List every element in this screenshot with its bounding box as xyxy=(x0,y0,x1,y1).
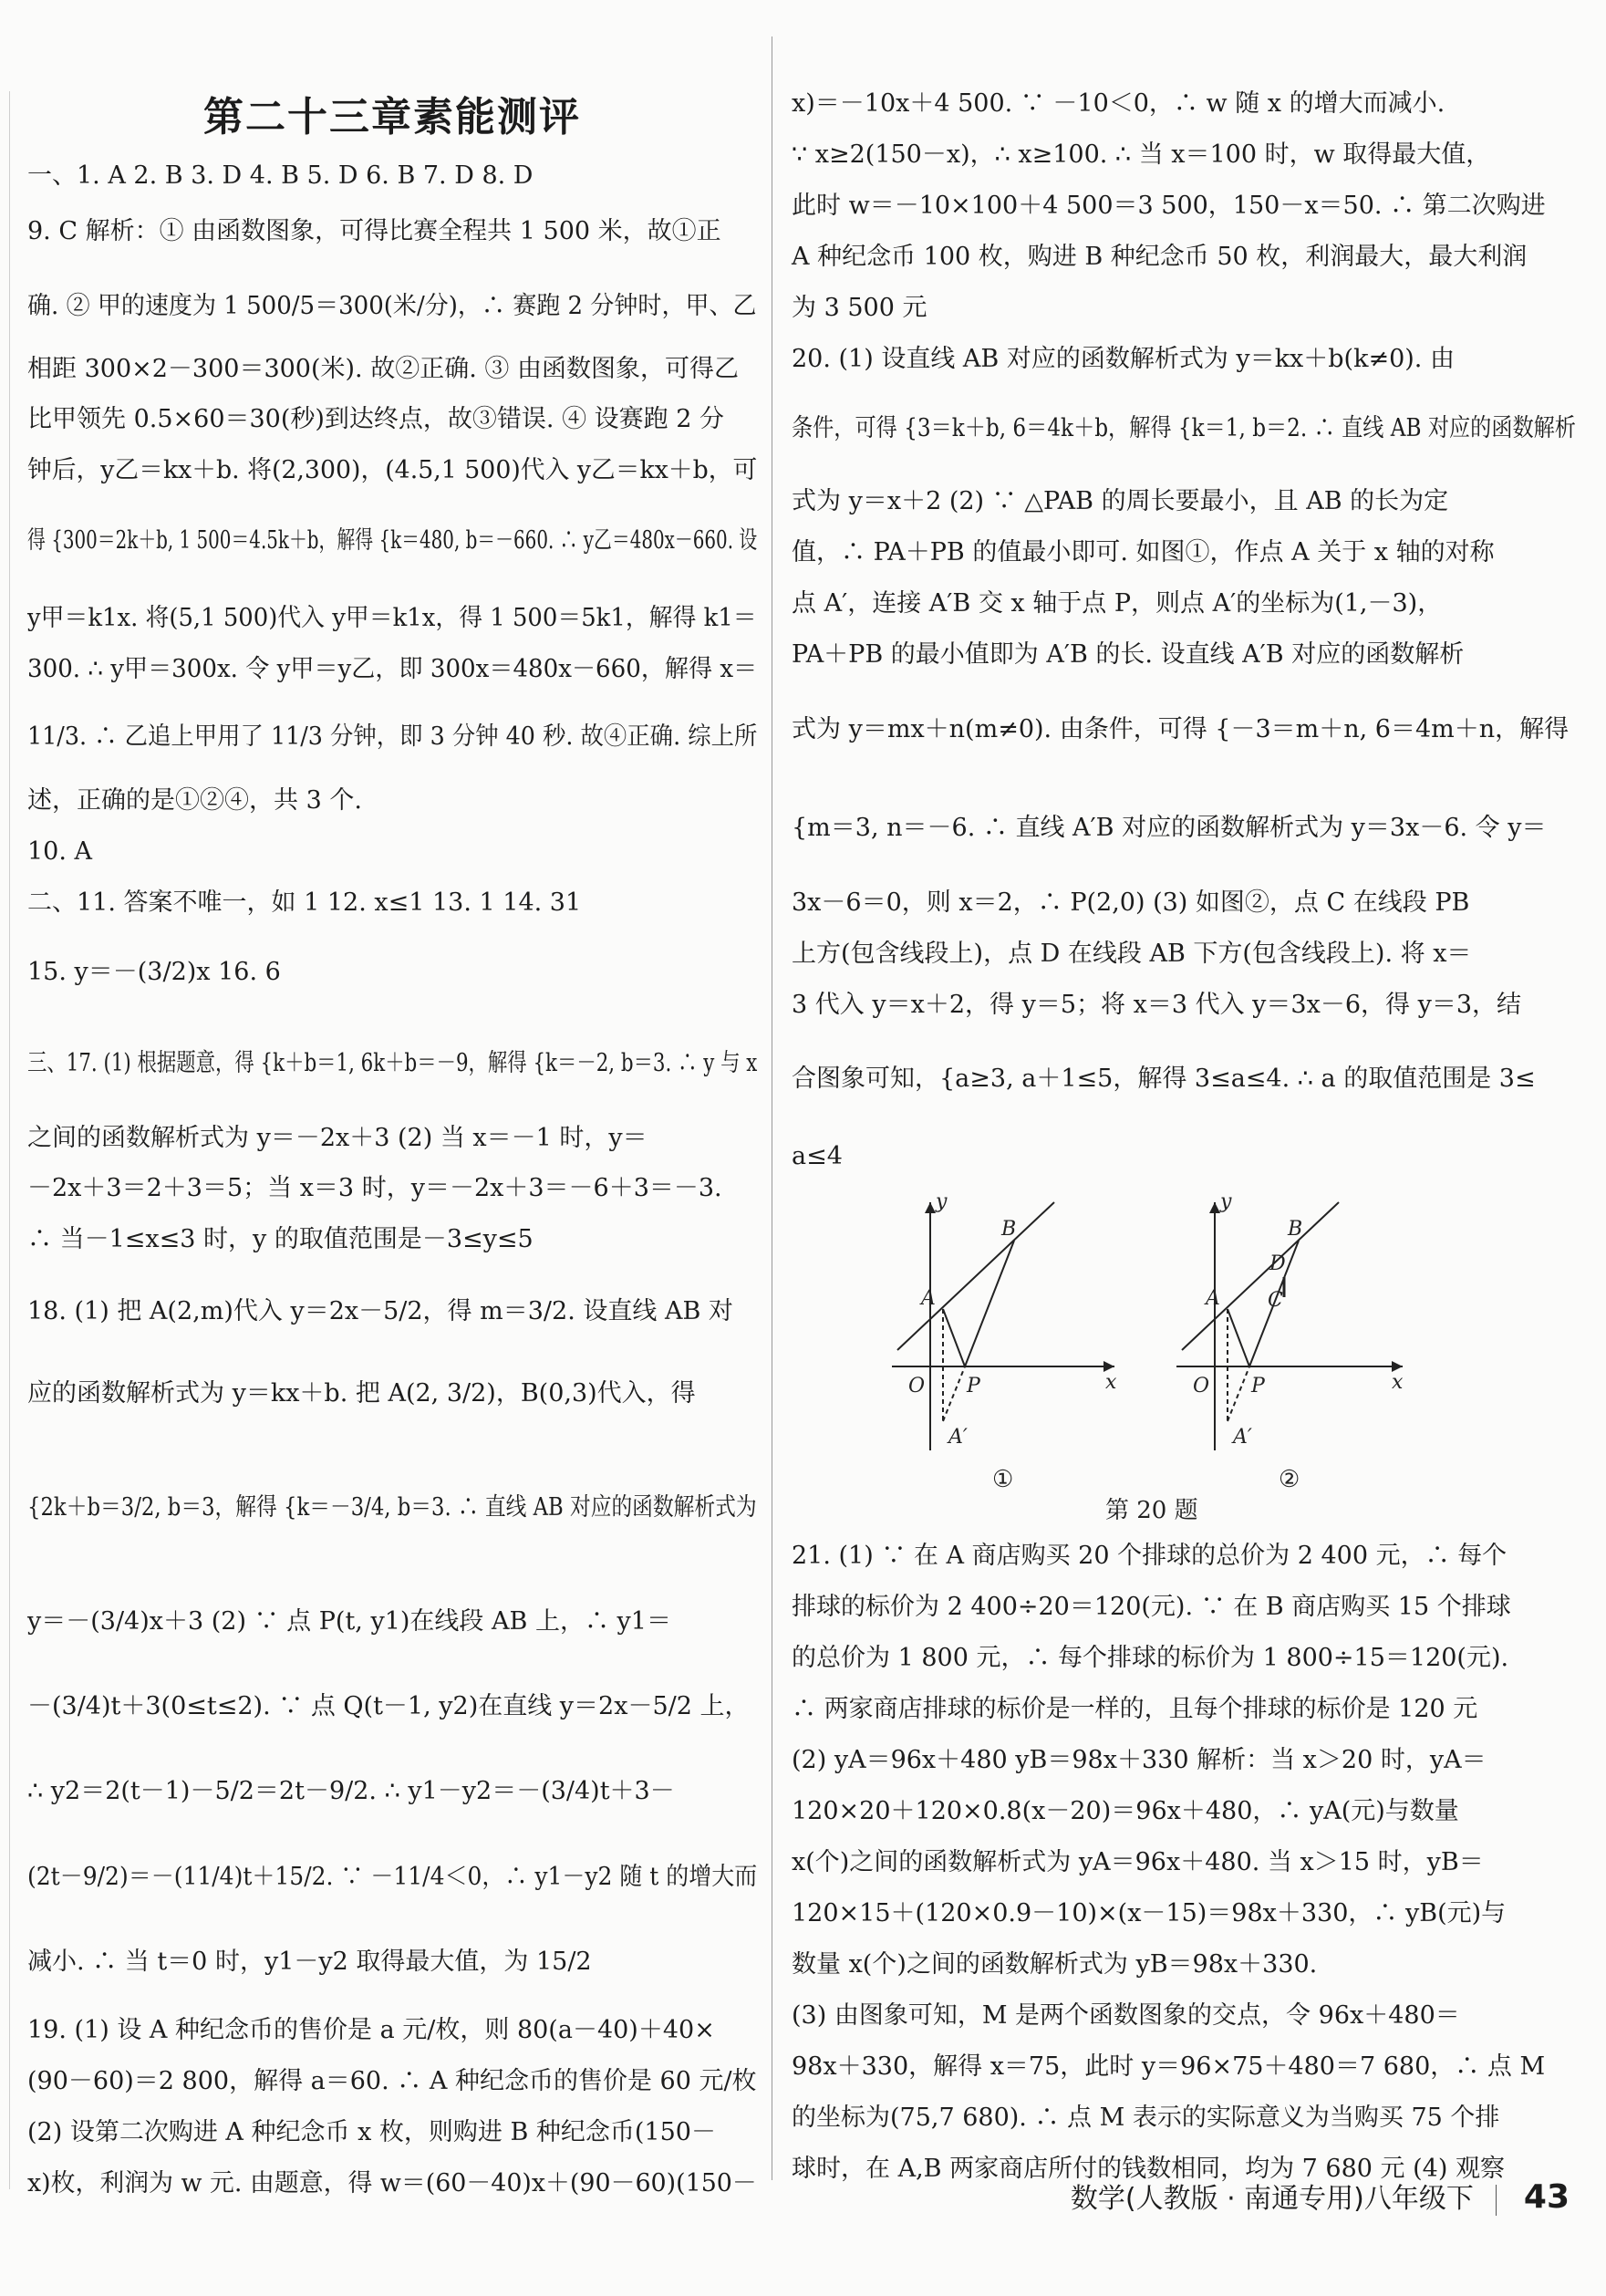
text-line: 二、11. 答案不唯一，如 1 12. x≤1 13. 1 14. 31 xyxy=(27,888,582,917)
text-line: 点 A′，连接 A′B 交 x 轴于点 P，则点 A′的坐标为(1,－3)， xyxy=(792,589,1443,618)
text-line: 述，正确的是①②④，共 3 个. xyxy=(27,786,362,815)
text-line: 3x－6＝0，则 x＝2，∴ P(2,0) (3) 如图②，点 C 在线段 PB xyxy=(792,888,1470,917)
text-line: 此时 w＝－10×100＋4 500＝3 500，150－x＝50. ∴ 第二次购进 xyxy=(792,192,1546,220)
fig2-point-p: P xyxy=(1251,1375,1265,1397)
text-line: 式为 y＝x＋2 (2) ∵ △PAB 的周长要最小，且 AB 的长为定 xyxy=(792,487,1449,515)
text-line: (2t－9/2)＝－(11/4)t＋15/2. ∵ －11/4＜0，∴ y1－y2 随 t 的增大而 xyxy=(27,1863,758,1891)
footer-separator xyxy=(1496,2185,1497,2216)
text-line: 300. ∴ y甲＝300x. 令 y甲＝y乙，即 300x＝480x－660，解得 x＝ xyxy=(27,655,758,683)
text-line: 值，∴ PA＋PB 的值最小即可. 如图①，作点 A 关于 x 轴的对称 xyxy=(792,538,1495,566)
text-line: －(3/4)t＋3(0≤t≤2). ∵ 点 Q(t－1, y2)在直线 y＝2x－5/2 上， xyxy=(27,1692,750,1720)
fig1-point-p: P xyxy=(967,1375,980,1397)
page-number: 43 xyxy=(1523,2178,1570,2216)
text-line: 条件，可得 {3＝k＋b, 6＝4k＋b，解得 {k＝1, b＝2. ∴ 直线 AB 对应的函数解析 xyxy=(792,414,1576,442)
text-line: ∴ 当－1≤x≤3 时，y 的取值范围是－3≤y≤5 xyxy=(27,1225,534,1253)
text-line: 为 3 500 元 xyxy=(792,294,927,322)
text-line: 之间的函数解析式为 y＝－2x＋3 (2) 当 x＝－1 时，y＝ xyxy=(27,1124,648,1152)
text-line: a≤4 xyxy=(792,1142,843,1170)
text-line: (2) 设第二次购进 A 种纪念币 x 枚，则购进 B 种纪念币(150－ xyxy=(27,2118,716,2146)
text-line: 20. (1) 设直线 AB 对应的函数解析式为 y＝kx＋b(k≠0). 由 xyxy=(792,345,1455,373)
fig1-x-label: x xyxy=(1105,1371,1117,1394)
text-line: 式为 y＝mx＋n(m≠0). 由条件，可得 {－3＝m＋n, 6＝4m＋n，解得 xyxy=(792,715,1570,743)
text-line: 应的函数解析式为 y＝kx＋b. 把 A(2, 3/2)，B(0,3)代入，得 xyxy=(27,1379,696,1408)
text-line: 19. (1) 设 A 种纪念币的售价是 a 元/枚，则 80(a－40)＋40× xyxy=(27,2016,715,2044)
text-line: (90－60)＝2 800，解得 a＝60. ∴ A 种纪念币的售价是 60 元/枚 xyxy=(27,2067,757,2095)
fig2-point-a-prime: A′ xyxy=(1233,1426,1252,1449)
text-line: 确. ② 甲的速度为 1 500/5＝300(米/分)，∴ 赛跑 2 分钟时，甲、乙 xyxy=(27,292,757,320)
text-line: {2k＋b＝3/2, b＝3，解得 {k＝－3/4, b＝3. ∴ 直线 AB 对应的函数解析式为 xyxy=(27,1493,757,1522)
text-line: y＝－(3/4)x＋3 (2) ∵ 点 P(t, y1)在线段 AB 上，∴ y1＝ xyxy=(27,1607,671,1636)
text-line: 球时，在 A,B 两家商店所付的钱数相同，均为 7 680 元 (4) 观察 xyxy=(792,2155,1505,2183)
text-line: 的总价为 1 800 元，∴ 每个排球的标价为 1 800÷15＝120(元). xyxy=(792,1644,1509,1672)
text-line: 的坐标为(75,7 680). ∴ 点 M 表示的实际意义为当购买 75 个排 xyxy=(792,2104,1500,2132)
text-line: 一、1. A 2. B 3. D 4. B 5. D 6. B 7. D 8. D xyxy=(27,161,534,190)
text-line: 120×20＋120×0.8(x－20)＝96x＋480，∴ yA(元)与数量 xyxy=(792,1797,1459,1825)
text-line: 9. C 解析：① 由函数图象，可得比赛全程共 1 500 米，故①正 xyxy=(27,217,721,245)
page-title: 第二十三章素能测评 xyxy=(203,94,581,140)
problem-20-figure xyxy=(876,1177,1441,1532)
fig1-origin-label: O xyxy=(908,1375,926,1397)
text-line: y甲＝k1x. 将(5,1 500)代入 y甲＝k1x，得 1 500＝5k1，解得 k1＝ xyxy=(27,604,757,632)
fig2-origin-label: O xyxy=(1193,1375,1210,1397)
fig1-panel-label: ① xyxy=(992,1466,1014,1493)
text-line: 减小. ∴ 当 t＝0 时，y1－y2 取得最大值，为 15/2 xyxy=(27,1948,592,1976)
text-line: 98x＋330，解得 x＝75，此时 y＝96×75＋480＝7 680，∴ 点 M xyxy=(792,2052,1546,2081)
text-line: 3 代入 y＝x＋2，得 y＝5；将 x＝3 代入 y＝3x－6，得 y＝3，结 xyxy=(792,991,1522,1019)
fig2-point-c: C xyxy=(1268,1289,1283,1312)
text-line: 15. y＝－(3/2)x 16. 6 xyxy=(27,958,281,986)
text-line: 数量 x(个)之间的函数解析式为 yB＝98x＋330. xyxy=(792,1950,1318,1979)
text-line: {m＝3, n＝－6. ∴ 直线 A′B 对应的函数解析式为 y＝3x－6. 令 y＝ xyxy=(792,814,1547,842)
text-line: 21. (1) ∵ 在 A 商店购买 20 个排球的总价为 2 400 元，∴ 每个 xyxy=(792,1542,1508,1570)
fig2-y-label: y xyxy=(1220,1190,1232,1213)
fig2-panel-label: ② xyxy=(1279,1466,1300,1493)
fig1-y-label: y xyxy=(936,1190,948,1213)
text-line: 相距 300×2－300＝300(米). 故②正确. ③ 由函数图象，可得乙 xyxy=(27,355,739,383)
footer-subject: 数学(人教版 · 南通专用)八年级下 xyxy=(1070,2183,1474,2215)
text-line: 11/3. ∴ 乙追上甲用了 11/3 分钟，即 3 分钟 40 秒. 故④正确. 综上所 xyxy=(27,722,758,751)
fig2-point-a: A xyxy=(1206,1287,1220,1310)
fig1-point-a: A xyxy=(921,1287,936,1310)
text-line: 排球的标价为 2 400÷20＝120(元). ∵ 在 B 商店购买 15 个排球 xyxy=(792,1593,1511,1621)
text-line: x)＝－10x＋4 500. ∵ －10＜0，∴ w 随 x 的增大而减小. xyxy=(792,89,1445,118)
page-edge-line xyxy=(9,91,10,2189)
fig2-point-d: D xyxy=(1269,1252,1286,1275)
text-line: (3) 由图象可知，M 是两个函数图象的交点，令 96x＋480＝ xyxy=(792,2001,1460,2030)
text-line: x(个)之间的函数解析式为 yA＝96x＋480. 当 x＞15 时，yB＝ xyxy=(792,1848,1484,1876)
fig1-point-a-prime: A′ xyxy=(948,1426,968,1449)
fig2-x-label: x xyxy=(1392,1371,1404,1394)
text-line: x)枚，利润为 w 元. 由题意，得 w＝(60－40)x＋(90－60)(150－ xyxy=(27,2169,757,2197)
text-line: PA＋PB 的最小值即为 A′B 的长. 设直线 A′B 对应的函数解析 xyxy=(792,640,1465,669)
fig1-point-b: B xyxy=(1001,1218,1017,1241)
text-line: ∴ 两家商店排球的标价是一样的，且每个排球的标价是 120 元 xyxy=(792,1695,1478,1723)
fig2-point-b: B xyxy=(1288,1218,1303,1241)
text-line: (2) yA＝96x＋480 yB＝98x＋330 解析：当 x＞20 时，yA＝ xyxy=(792,1746,1487,1774)
text-line: 比甲领先 0.5×60＝30(秒)到达终点，故③错误. ④ 设赛跑 2 分 xyxy=(27,405,725,433)
text-line: ∵ x≥2(150－x)，∴ x≥100. ∴ 当 x＝100 时，w 取得最大值， xyxy=(792,140,1491,169)
text-line: 三、17. (1) 根据题意，得 {k＋b＝1, 6k＋b＝－9，解得 {k＝－2, b＝3. ∴ y 与 x xyxy=(27,1049,758,1077)
text-line: A 种纪念币 100 枚，购进 B 种纪念币 50 枚，利润最大，最大利润 xyxy=(792,243,1528,271)
text-line: 120×15＋(120×0.9－10)×(x－15)＝98x＋330，∴ yB(元)与 xyxy=(792,1899,1507,1927)
text-line: 10. A xyxy=(27,837,93,866)
text-line: 得 {300＝2k＋b, 1 500＝4.5k＋b，解得 {k＝480, b＝－660. ∴ y乙＝480x－660. 设 xyxy=(27,526,758,555)
text-line: 钟后，y乙＝kx＋b. 将(2,300)，(4.5,1 500)代入 y乙＝kx＋b，可 xyxy=(27,456,758,484)
text-line: ∴ y2＝2(t－1)－5/2＝2t－9/2. ∴ y1－y2＝－(3/4)t＋3－ xyxy=(27,1777,675,1805)
page-footer xyxy=(1071,2176,1570,2216)
text-line: －2x＋3＝2＋3＝5；当 x＝3 时，y＝－2x＋3＝－6＋3＝－3. xyxy=(27,1174,722,1202)
text-line: 18. (1) 把 A(2,m)代入 y＝2x－5/2，得 m＝3/2. 设直线 AB 对 xyxy=(27,1297,733,1325)
text-line: 合图象可知，{a≥3, a＋1≤5，解得 3≤a≤4. ∴ a 的取值范围是 3≤ xyxy=(792,1065,1536,1093)
figure-caption: 第 20 题 xyxy=(1105,1497,1198,1524)
text-line: 上方(包含线段上)，点 D 在线段 AB 下方(包含线段上). 将 x＝ xyxy=(792,940,1472,968)
